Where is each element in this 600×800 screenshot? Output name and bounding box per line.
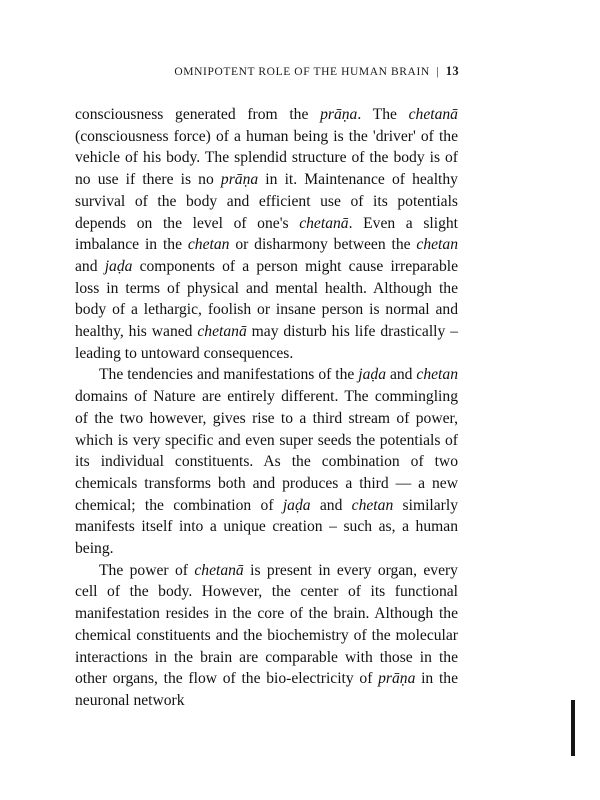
italic-term: chetan [416,366,458,384]
text-run: . The [357,106,409,123]
page-number: 13 [445,64,459,78]
paragraph-3 [75,560,458,712]
italic-term: chetanā [194,561,244,579]
header-separator: | [436,66,440,78]
italic-term: chetan [351,496,394,514]
running-header-title: OMNIPOTENT ROLE OF THE HUMAN BRAIN [174,66,430,78]
text-run: and [386,366,417,384]
text-run: and [75,257,105,275]
italic-term: prāṇa [220,171,259,189]
text-run: may disturb his life drastically – leading to untoward consequences. [75,323,459,362]
italic-term: jaḍa [104,257,133,275]
italic-term: chetan [187,236,230,254]
text-run: . Even a slight imbalance in the [75,214,459,254]
italic-term: chetanā [408,106,458,123]
running-header [174,64,459,79]
text-run: is present in every organ, every cell of the body. However, the center of its functional manifestation resides in the core of the brain. Although the chemical constituents and the biochemistry of the molecular interactions in the brain are comparable with those in the other organs, the flow of the bio-electricity of [75,561,458,688]
text-run: similarly manifests itself into a unique creation – such as, a human being. [75,496,458,558]
paragraph-1 [75,104,458,364]
text-run: and [310,496,352,514]
text-run: domains of Nature are entirely different. The commingling of the two however, gives rise to a third stream of power, which is very specific and even super seeds the potentials of its individual constituents. As the combination of two chemicals transforms both and produces a third — a new chemical; the combination of [75,388,458,514]
italic-term: chetanā [299,214,349,232]
italic-term: jaḍa [358,366,386,384]
text-run: The power of [99,561,195,579]
text-run: or disharmony between the [229,236,417,254]
page-edge-mark [571,700,575,756]
text-run: in it. Maintenance of healthy survival of the body and efficient use of its potentials depends on the level of one's [75,171,458,232]
text-run: The tendencies and manifestations of the [99,366,359,384]
italic-term: jaḍa [282,496,311,514]
text-run: in the neuronal network [75,670,458,709]
italic-term: chetanā [197,323,247,341]
italic-term: prāṇa [378,670,416,688]
text-run: consciousness generated from the [75,106,321,123]
italic-term: chetan [416,236,458,254]
text-run: (consciousness force) of a human being is the 'driver' of the vehicle of his body. The splendid structure of the body is of no use if there is no [75,127,458,189]
italic-term: prāṇa [320,106,358,123]
paragraph-2 [75,364,458,559]
text-run: components of a person might cause irreparable loss in terms of physical and mental health. Although the body of a lethargic, foolish or insane person is normal and healthy, his waned [75,257,458,341]
body-text [75,104,458,712]
